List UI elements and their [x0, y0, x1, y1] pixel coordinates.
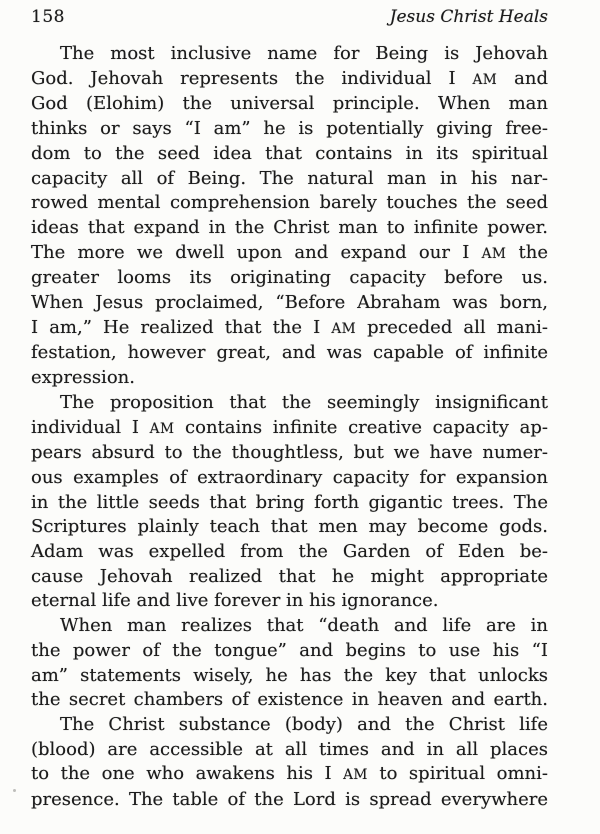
- text-segment: The most inclusive name for Being is Jehovah: [60, 43, 548, 64]
- text-line: [31, 167, 548, 192]
- text-segment: am” statements wisely, he has the key that unlocks: [31, 664, 548, 686]
- paragraph: [31, 713, 548, 813]
- text-segment: The Christ substance (body) and the Christ life: [60, 713, 548, 735]
- small-caps-text: AM: [481, 245, 507, 262]
- text-line: [31, 565, 548, 590]
- text-segment: contains infinite creative capacity ap-: [174, 416, 548, 438]
- text-line: [31, 191, 548, 216]
- text-line: [31, 614, 548, 639]
- text-line: [31, 67, 548, 93]
- text-segment: dom to the seed idea that contains in its spiritual: [31, 142, 548, 164]
- text-line: [31, 713, 548, 738]
- text-line: [31, 216, 548, 241]
- text-line: [31, 142, 548, 167]
- small-caps-text: AM: [343, 767, 368, 784]
- text-segment: The more we dwell upon and expand our I: [31, 241, 482, 263]
- text-segment: rowed mental comprehension barely touches the seed: [31, 192, 548, 214]
- text-segment: to spiritual omni-: [367, 763, 548, 785]
- text-line: [31, 391, 548, 416]
- text-line: [31, 42, 548, 67]
- text-segment: Scriptures plainly teach that men may become gods.: [31, 516, 548, 538]
- text-line: [31, 688, 548, 713]
- text-segment: eternal life and live forever in his ignorance.: [31, 590, 439, 612]
- text-segment: cause Jehovah realized that he might appropriate: [31, 565, 548, 587]
- text-line: [31, 540, 548, 565]
- text-segment: in the little seeds that bring forth gigantic trees. The: [31, 491, 548, 513]
- text-segment: festation, however great, and was capable of infinite: [31, 342, 548, 364]
- text-line: [31, 466, 548, 491]
- text-segment: (blood) are accessible at all times and in all places: [31, 738, 548, 760]
- text-line: [31, 241, 548, 267]
- text-line: [31, 316, 548, 342]
- text-segment: God. Jehovah represents the individual I: [31, 67, 473, 89]
- text-line: [31, 639, 548, 664]
- paragraph: [31, 614, 548, 713]
- text-line: [31, 266, 548, 291]
- text-line: [31, 341, 548, 366]
- text-segment: thinks or says “I am” he is potentially giving free-: [31, 118, 548, 140]
- small-caps-text: AM: [331, 320, 357, 337]
- page-body: [31, 42, 548, 813]
- text-line: [31, 515, 548, 540]
- scan-speck: [13, 789, 16, 792]
- running-title: Jesus Christ Heals: [389, 7, 548, 27]
- text-segment: expression.: [31, 367, 135, 389]
- text-segment: God (Elohim) the universal principle. When man: [31, 93, 548, 115]
- text-segment: preceded all mani-: [356, 316, 548, 338]
- text-segment: greater looms its originating capacity before us.: [31, 267, 548, 289]
- text-line: [31, 117, 548, 142]
- text-line: [31, 92, 548, 117]
- text-segment: and: [497, 67, 548, 89]
- text-line: [31, 589, 548, 614]
- text-line: [31, 416, 548, 442]
- page-header: [31, 7, 548, 27]
- text-segment: to the one who awakens his I: [31, 763, 344, 785]
- text-segment: ideas that expand in the Christ man to infinite power.: [31, 216, 548, 238]
- paragraph: [31, 391, 548, 614]
- text-line: [31, 664, 548, 689]
- page-number: 158: [31, 7, 65, 27]
- text-segment: the power of the tongue” and begins to use his “I: [31, 639, 548, 661]
- small-caps-text: AM: [149, 420, 175, 437]
- text-segment: The proposition that the seemingly insignificant: [60, 391, 548, 413]
- text-segment: the secret chambers of existence in heaven and earth.: [31, 689, 548, 711]
- text-line: [31, 291, 548, 316]
- text-segment: the: [506, 241, 548, 263]
- text-line: [31, 738, 548, 763]
- text-segment: pears absurd to the thoughtless, but we have numer-: [31, 442, 548, 464]
- text-segment: ous examples of extraordinary capacity for expansion: [31, 466, 548, 488]
- text-segment: I am,” He realized that the I: [31, 316, 332, 338]
- small-caps-text: AM: [472, 71, 498, 88]
- text-line: [31, 366, 548, 391]
- text-line: [31, 491, 548, 516]
- text-segment: presence. The table of the Lord is spread everywhere: [31, 789, 548, 811]
- text-segment: When man realizes that “death and life are in: [60, 615, 548, 637]
- text-segment: capacity all of Being. The natural man in his nar-: [31, 167, 548, 189]
- text-segment: Adam was expelled from the Garden of Eden be-: [31, 541, 548, 563]
- text-line: [31, 788, 548, 813]
- paragraph: [31, 42, 548, 391]
- text-line: [31, 441, 548, 466]
- text-segment: individual I: [31, 416, 150, 438]
- text-segment: When Jesus proclaimed, “Before Abraham was born,: [31, 292, 548, 314]
- text-line: [31, 762, 548, 788]
